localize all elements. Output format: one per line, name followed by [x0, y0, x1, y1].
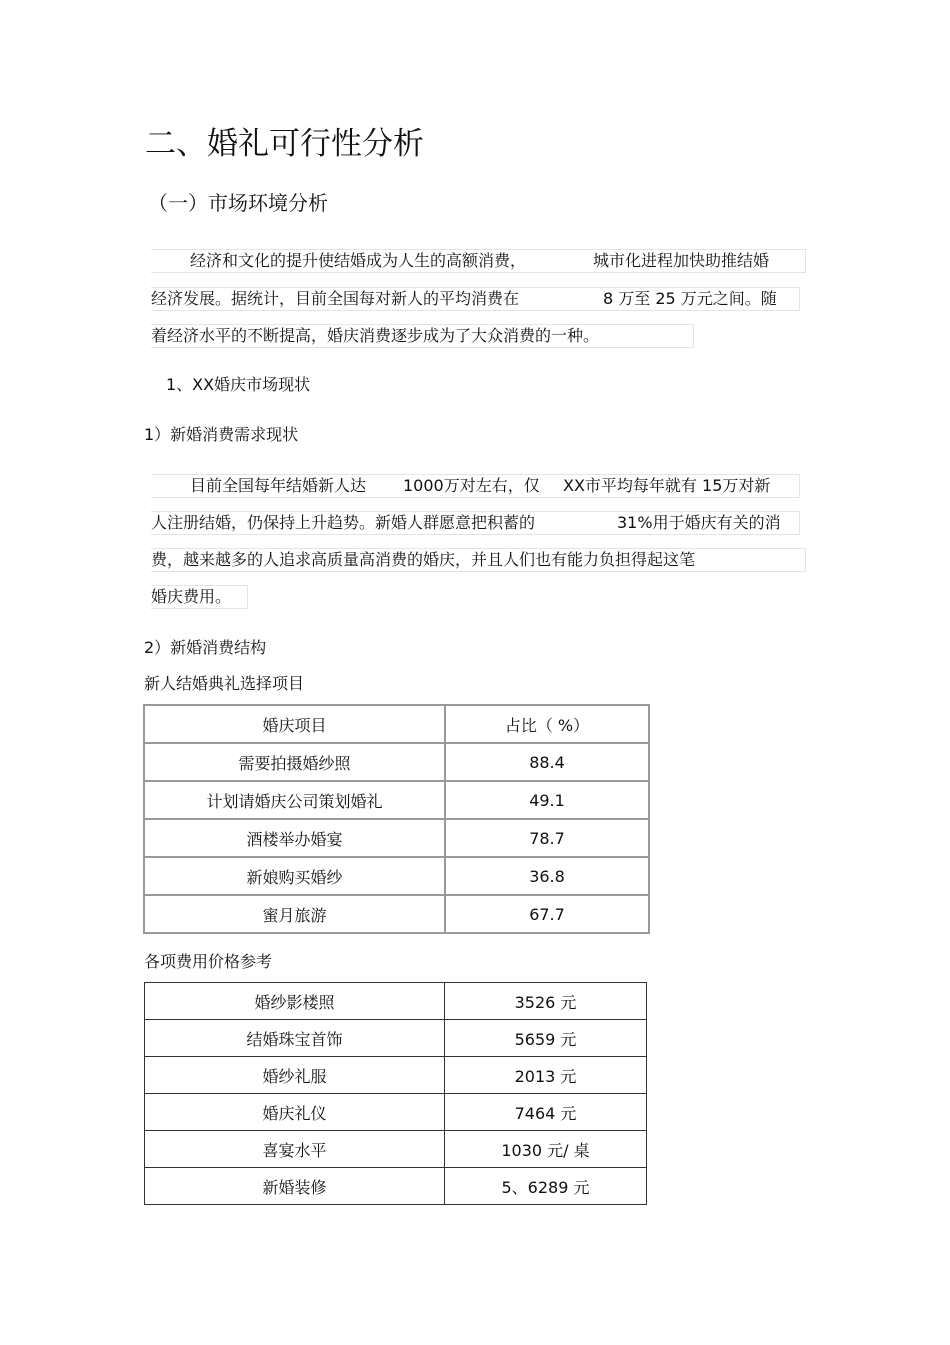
- table-cell: 蜜月旅游: [144, 895, 445, 933]
- text-span: 目前全国每年结婚新人达: [190, 476, 367, 495]
- paragraph-1-line-2: [151, 287, 800, 311]
- wedding-items-table: [143, 704, 650, 934]
- table-cell: 新婚装修: [145, 1168, 445, 1205]
- subsection-heading: 1、XX婚庆市场现状: [166, 375, 311, 394]
- table-row: [144, 743, 649, 781]
- table-header-row: [144, 705, 649, 743]
- table-cell: 婚纱礼服: [145, 1057, 445, 1094]
- text-span: 1000万对左右，仅: [403, 476, 540, 495]
- table-row: [145, 983, 647, 1020]
- subsection-heading: 2）新婚消费结构: [144, 638, 267, 657]
- table-cell: 婚庆礼仪: [145, 1094, 445, 1131]
- table-cell: 需要拍摄婚纱照: [144, 743, 445, 781]
- table-row: [144, 781, 649, 819]
- table-row: [144, 895, 649, 933]
- text-span: 着经济水平的不断提高，婚庆消费逐步成为了大众消费的一种。: [151, 326, 600, 345]
- table-cell: 1030 元/ 桌: [445, 1131, 647, 1168]
- text-span: 经济和文化的提升使结婚成为人生的高额消费，: [190, 251, 527, 270]
- table-cell: 3526 元: [445, 983, 647, 1020]
- table-cell: 67.7: [445, 895, 649, 933]
- paragraph-2-line-2: [151, 511, 800, 535]
- table-cell: 78.7: [445, 819, 649, 857]
- table-cell: 5、6289 元: [445, 1168, 647, 1205]
- table-row: [145, 1057, 647, 1094]
- table-row: [145, 1094, 647, 1131]
- table-cell: 喜宴水平: [145, 1131, 445, 1168]
- table-cell: 5659 元: [445, 1020, 647, 1057]
- text-span: 经济发展。据统计，目前全国每对新人的平均消费在: [151, 289, 520, 308]
- table-cell: 36.8: [445, 857, 649, 895]
- table-cell: 7464 元: [445, 1094, 647, 1131]
- page-title: 二、婚礼可行性分析: [145, 126, 424, 162]
- section-heading: （一）市场环境分析: [148, 191, 328, 215]
- table-caption: 新人结婚典礼选择项目: [144, 674, 305, 693]
- text-span: 人注册结婚，仍保持上升趋势。新婚人群愿意把积蓄的: [151, 513, 536, 532]
- text-span: XX市平均每年就有 15万对新: [563, 476, 771, 495]
- table-row: [144, 819, 649, 857]
- text-span: 8 万至 25 万元之间。随: [603, 289, 777, 308]
- table-row: [144, 857, 649, 895]
- table-cell: 88.4: [445, 743, 649, 781]
- paragraph-1-line-1: [151, 249, 806, 273]
- table-row: [145, 1020, 647, 1057]
- paragraph-2-line-1: [151, 474, 800, 498]
- table-cell: 计划请婚庆公司策划婚礼: [144, 781, 445, 819]
- table-row: [145, 1168, 647, 1205]
- subsection-heading: 1）新婚消费需求现状: [144, 425, 299, 444]
- paragraph-2-line-4: [151, 585, 248, 609]
- header-cell: 占比（ %）: [445, 705, 649, 743]
- table-cell: 49.1: [445, 781, 649, 819]
- table-cell: 酒楼举办婚宴: [144, 819, 445, 857]
- price-reference-table: [144, 982, 647, 1205]
- table-row: [145, 1131, 647, 1168]
- text-span: 城市化进程加快助推结婚: [593, 251, 770, 270]
- table-cell: 婚纱影楼照: [145, 983, 445, 1020]
- header-cell: 婚庆项目: [144, 705, 445, 743]
- text-span: 婚庆费用。: [151, 587, 232, 606]
- table-cell: 2013 元: [445, 1057, 647, 1094]
- text-span: 31%用于婚庆有关的消: [617, 513, 781, 532]
- text-span: 费，越来越多的人追求高质量高消费的婚庆，并且人们也有能力负担得起这笔: [151, 550, 696, 569]
- paragraph-1-line-3: [151, 324, 694, 348]
- table-caption: 各项费用价格参考: [144, 952, 273, 971]
- table-cell: 新娘购买婚纱: [144, 857, 445, 895]
- paragraph-2-line-3: [151, 548, 806, 572]
- table-cell: 结婚珠宝首饰: [145, 1020, 445, 1057]
